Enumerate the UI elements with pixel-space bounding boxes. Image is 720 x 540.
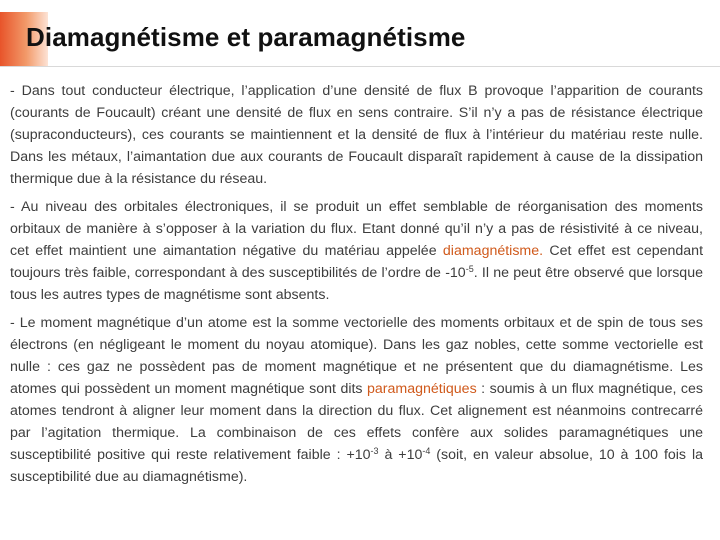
paragraph-text: (soit, en valeur absolue, 10 à 100 fois la susceptibilité due au diamagnétisme). xyxy=(10,447,704,485)
page-title: Diamagnétisme et paramagnétisme xyxy=(26,22,466,52)
paragraph-diamagnetism xyxy=(10,196,703,306)
term-diamagnetisme: diamagnétisme. xyxy=(442,243,544,259)
paragraph-text: . Il ne peut être observé que lorsque tous les autres types de magnétisme sont absents. xyxy=(10,265,703,303)
body-text xyxy=(10,80,703,494)
paragraph-text: - Le moment magnétique d’un atome est la somme vectorielle des moments orbitaux et de spin de tous ses électrons (en négligeant le moment du noyau atomique). Dans les gaz nobles, cette somme vectorielle est nulle : ces gaz ne possèdent pas de moment magnétique et ne présentent que du diamagnétisme. Les atomes qui possèdent un moment magnétique sont dits xyxy=(10,315,703,397)
exponent: -3 xyxy=(370,446,379,456)
paragraph-eddy-currents: - Dans tout conducteur électrique, l’application d’une densité de flux B provoque l’apparition de courants (courants de Foucault) créant une densité de flux en sens contraire. S’il n’y a pas de résistance électrique (supraconducteurs), ces courants se maintiennent et la densité de flux à l’intérieur du matériau reste nulle. Dans les métaux, l’aimantation due aux courants de Foucault disparaît rapidement à cause de la dissipation thermique due à la résistance du réseau. xyxy=(10,83,703,187)
paragraph-text: Cet effet est cependant toujours très faible, correspondant à des susceptibilités de l’ordre de -10 xyxy=(10,243,704,281)
exponent: -4 xyxy=(422,446,431,456)
paragraph-paramagnetism xyxy=(10,312,703,488)
paragraph-text: à +10 xyxy=(378,447,423,463)
exponent: -5 xyxy=(465,264,474,274)
title-divider xyxy=(0,66,720,67)
term-paramagnetiques: paramagnétiques xyxy=(367,381,477,397)
paragraph-text: : soumis à un flux magnétique, ces atomes tendront à aligner leur moment dans la direction du flux. Cet alignement est néanmoins contrecarré par l’agitation thermique. La combinaison de ces effets confère aux solides paramagnétiques une susceptibilité positive qui reste relativement faible : +10 xyxy=(10,381,703,463)
paragraph-text: - Au niveau des orbitales électroniques, il se produit un effet semblable de réorganisation des moments orbitaux de manière à s’opposer à la variation du flux. Etant donné qu’il n’y a pas de résistivité à ce niveau, cet effet maintient une aimantation négative du matériau appelée xyxy=(10,199,703,259)
